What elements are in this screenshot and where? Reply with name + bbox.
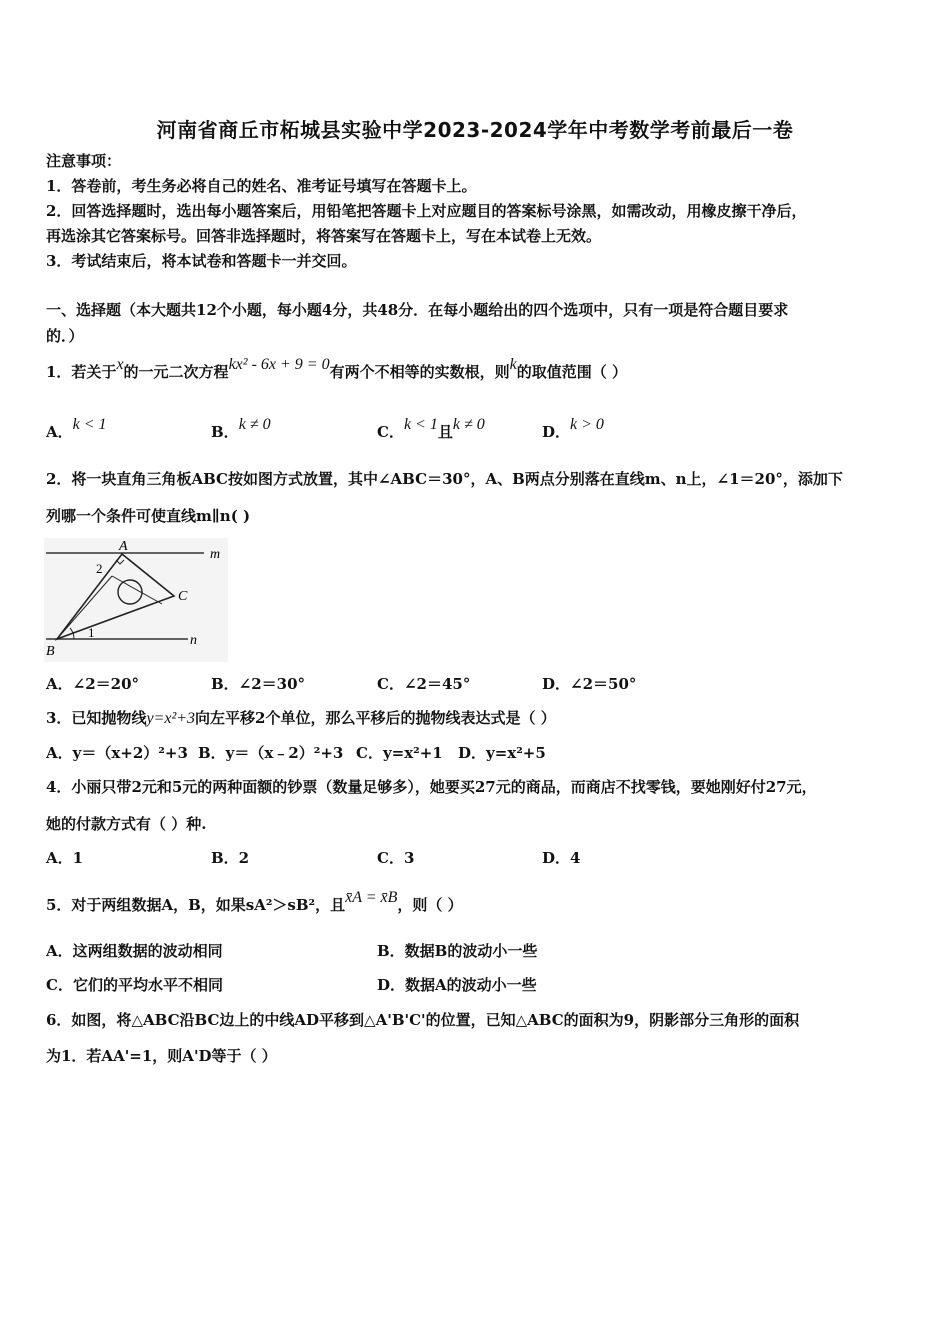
q1-option-c-joiner: 且 <box>437 423 453 441</box>
q1-option-b-math: k ≠ 0 <box>238 416 271 433</box>
q5-option-d: D．数据A的波动小一些 <box>377 976 537 994</box>
q1-option-a-math: k < 1 <box>72 416 107 433</box>
notice-item: 3．考试结束后，将本试卷和答题卡一并交回。 <box>46 252 357 270</box>
q1-pre: 1．若关于 <box>46 363 117 381</box>
q3-expr: y=x²+3 <box>146 710 196 727</box>
q1-var-x: x <box>116 356 124 373</box>
q4-option-d: D．4 <box>542 849 581 867</box>
q1-option-c-math2: k ≠ 0 <box>452 416 485 433</box>
notice-heading: 注意事项： <box>46 152 122 170</box>
q5-option-b: B．数据B的波动小一些 <box>377 942 538 960</box>
q1-option-d-math: k > 0 <box>570 416 604 433</box>
q1-mid: 的一元二次方程 <box>123 363 229 381</box>
label-m: m <box>210 547 221 562</box>
q4-option-c: C．3 <box>377 849 415 867</box>
notice-item: 2．回答选择题时，选出每小题答案后，用铅笔把答题卡上对应题目的答案标号涂黑，如需改动，用橡皮擦干净后， <box>46 202 807 220</box>
question-6: 6．如图，将△ABC沿BC边上的中线AD平移到△A'B'C'的位置，已知△ABC的面积为9，阴影部分三角形的面积 <box>46 1011 800 1029</box>
notice-item: 再选涂其它答案标号。回答非选择题时，将答案写在答题卡上，写在本试卷上无效。 <box>46 227 602 245</box>
q4-option-b: B．2 <box>211 849 250 867</box>
section-heading: 一、选择题（本大题共12个小题，每小题4分，共48分．在每小题给出的四个选项中，只有一项是符合题目要求 <box>46 301 789 319</box>
q1-equation: kx² - 6x + 9 = 0 <box>228 356 330 373</box>
q3-option-a: A．y＝（x+2）²+3 <box>46 744 188 762</box>
q2-option-b: B．∠2＝30° <box>211 675 306 693</box>
page-title: 河南省商丘市柘城县实验中学2023-2024学年中考数学考前最后一卷 <box>156 118 794 142</box>
label-angle1: 1 <box>88 625 95 640</box>
question-4-cont: 她的付款方式有（ ）种. <box>46 815 207 833</box>
notice-item: 1．答卷前，考生务必将自己的姓名、准考证号填写在答题卡上。 <box>46 177 477 195</box>
question-3: 3．已知抛物线y=x²+3向左平移2个单位，那么平移后的抛物线表达式是（ ） <box>46 709 556 727</box>
q1-var-k: k <box>509 356 517 373</box>
q1-option-d: D．k > 0 <box>542 416 604 441</box>
q5-option-c: C．它们的平均水平不相同 <box>46 976 223 994</box>
label-n: n <box>190 633 197 648</box>
q1-option-c-math: k < 1 <box>403 416 438 433</box>
question-6-cont: 为1．若AA'=1，则A'D等于（ ） <box>46 1047 277 1065</box>
q3-option-c: C．y=x²+1 <box>356 744 443 762</box>
q1-tail: 的取值范围（ ） <box>516 363 627 381</box>
label-c: C <box>178 589 188 604</box>
section-heading-cont: 的．） <box>46 327 84 345</box>
question-2: 2．将一块直角三角板ABC按如图方式放置，其中∠ABC＝30°，A、B两点分别落在直线m、n上，∠1＝20°，添加下 <box>46 470 843 488</box>
label-a: A <box>119 539 128 554</box>
q1-option-c: C．k < 1且k ≠ 0 <box>377 416 485 441</box>
q4-option-a: A．1 <box>46 849 84 867</box>
label-b: B <box>46 644 55 659</box>
label-angle2: 2 <box>96 561 103 576</box>
q3-option-b: B．y＝（x﹣2）²+3 <box>198 744 344 762</box>
q5-option-a: A．这两组数据的波动相同 <box>46 942 223 960</box>
q2-option-d: D．∠2＝50° <box>542 675 637 693</box>
q3-option-d: D．y=x²+5 <box>458 744 546 762</box>
q1-post: 有两个不相等的实数根，则 <box>329 363 510 381</box>
triangle-figure <box>44 538 228 662</box>
q5-condition: sA²＞sB² <box>245 896 316 914</box>
question-4: 4．小丽只带2元和5元的两种面额的钞票（数量足够多），她要买27元的商品，而商店不找零钱，要她刚好付27元， <box>46 778 817 796</box>
q1-option-a: A．k < 1 <box>46 416 107 441</box>
q2-option-c: C．∠2＝45° <box>377 675 471 693</box>
question-2-cont: 列哪一个条件可使直线m∥n( ) <box>46 507 251 525</box>
question-1 <box>46 356 627 383</box>
q1-option-b: B．k ≠ 0 <box>211 416 271 441</box>
q2-option-a: A．∠2＝20° <box>46 675 140 693</box>
q5-mean-equality: x̄A = x̄B <box>345 889 398 906</box>
question-5: 5．对于两组数据A，B，如果sA²＞sB²，且x̄A = x̄B，则（ ） <box>46 889 463 914</box>
